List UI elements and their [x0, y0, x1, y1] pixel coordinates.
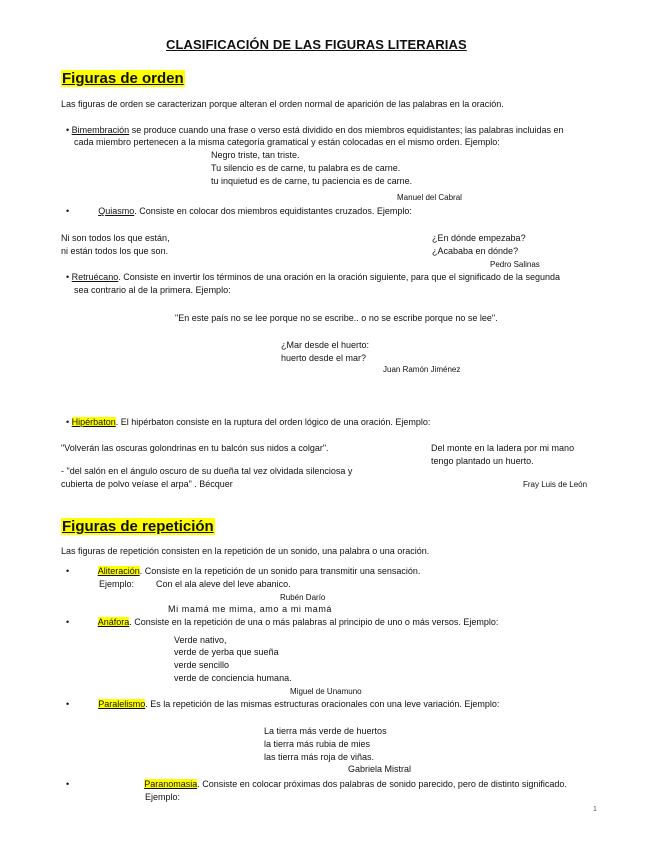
- section-intro-orden: Las figuras de orden se caracterizan porque alteran el orden normal de aparición de las palabras en la oración.: [61, 99, 504, 109]
- example-line: "En este país no se lee porque no se escribe.. o no se escribe porque no se lee".: [175, 313, 498, 323]
- example-line: Con el ala aleve del leve abanico.: [156, 579, 291, 589]
- term-quiasmo: Quiasmo: [98, 206, 135, 216]
- example-line: la tierra más rubia de mies: [264, 739, 371, 749]
- example-label: Ejemplo:: [145, 792, 181, 802]
- page-title: CLASIFICACIÓN DE LAS FIGURAS LITERARIAS: [166, 37, 467, 52]
- list-item-hiperbaton: [66, 417, 430, 428]
- example-author: Rubén Darío: [280, 593, 326, 602]
- list-item-paralelismo: [66, 699, 499, 710]
- example-author: Manuel del Cabral: [397, 193, 462, 202]
- bullet: •: [66, 272, 70, 282]
- example-author: Miguel de Unamuno: [290, 687, 362, 696]
- example-author: Gabriela Mistral: [348, 764, 412, 774]
- example-line: ¿Mar desde el huerto:: [281, 340, 370, 350]
- definition-line: . Consiste en colocar próximas dos palabras de sonido parecido, pero de distinto significado.: [197, 779, 567, 789]
- section-heading-repeticion: Figuras de repetición: [62, 518, 214, 535]
- definition-line: cada miembro pertenecen a la misma categoría gramatical y están colocadas en el mismo orden. Ejemplo:: [74, 137, 500, 147]
- definition-line: . El hipérbaton consiste en la ruptura del orden lógico de una oración. Ejemplo:: [115, 417, 431, 427]
- list-item-paranomasia: [66, 779, 567, 790]
- example-line: huerto desde el mar?: [281, 353, 367, 363]
- list-item-quiasmo: [66, 206, 412, 217]
- example-label: Ejemplo:: [99, 579, 135, 589]
- example-line: "Volverán las oscuras golondrinas en tu balcón sus nidos a colgar".: [61, 443, 329, 453]
- term-anafora: Anáfora: [97, 617, 130, 627]
- definition-line: se produce cuando una frase o verso está dividido en dos miembros equidistantes; las palabras incluidas en: [129, 125, 564, 135]
- bullet: •: [66, 206, 70, 216]
- definition-line: . Consiste en la repetición de un sonido para transmitir una sensación.: [139, 566, 421, 576]
- bullet: •: [66, 125, 70, 135]
- example-line: verde sencillo: [174, 660, 230, 670]
- example-line: las tierra más roja de viñas.: [264, 752, 375, 762]
- definition-line: sea contrario al de la primera. Ejemplo:: [74, 285, 231, 295]
- example-author: Juan Ramón Jiménez: [383, 365, 461, 374]
- example-line: ¿En dónde empezaba?: [432, 233, 526, 243]
- example-line: Del monte en la ladera por mi mano: [431, 443, 575, 453]
- example-line: verde de conciencia humana.: [174, 673, 292, 683]
- example-line: - "del salón en el ángulo oscuro de su dueña tal vez olvidada silenciosa y: [61, 466, 353, 476]
- bullet: •: [66, 699, 70, 709]
- list-item-retruecano: [66, 272, 560, 283]
- term-bimembracion: Bimembración: [71, 125, 130, 135]
- example-author: Fray Luis de León: [523, 480, 588, 489]
- example-line: La tierra más verde de huertos: [264, 726, 387, 736]
- term-paralelismo: Paralelismo: [98, 699, 146, 709]
- example-line: cubierta de polvo veíase el arpa" . Bécquer: [61, 479, 233, 489]
- definition-line: . Consiste en la repetición de una o más palabras al principio de uno o más versos. Ejemplo:: [129, 617, 499, 627]
- bullet: •: [66, 617, 70, 627]
- example-line: verde de yerba que sueña: [174, 647, 279, 657]
- example-author: Pedro Salinas: [490, 260, 540, 269]
- example-line: Mi mamá me mima, amo a mi mamá: [168, 604, 333, 614]
- term-retruecano: Retruécano: [71, 272, 119, 282]
- definition-line: . Es la repetición de las mismas estructuras oracionales con una leve variación. Ejemplo:: [145, 699, 500, 709]
- example-line: Verde nativo,: [174, 635, 227, 645]
- term-aliteracion: Aliteración: [97, 566, 140, 576]
- example-line: tengo plantado un huerto.: [431, 456, 534, 466]
- page-number: 1: [593, 806, 597, 813]
- bullet: •: [66, 417, 70, 427]
- term-paranomasia: Paranomasia: [144, 779, 198, 789]
- example-line: Negro triste, tan triste.: [211, 150, 300, 160]
- example-line: ni están todos los que son.: [61, 246, 169, 256]
- section-heading-orden: Figuras de orden: [62, 70, 184, 87]
- section-intro-repeticion: Las figuras de repetición consisten en la repetición de un sonido, una palabra o una oración.: [61, 546, 430, 556]
- bullet: •: [66, 566, 70, 576]
- example-line: tu inquietud es de carne, tu paciencia es de carne.: [211, 176, 413, 186]
- example-line: Ni son todos los que están,: [61, 233, 170, 243]
- list-item-aliteracion: [66, 566, 420, 577]
- term-hiperbaton: Hipérbaton: [71, 417, 116, 427]
- list-item-bimembracion: [66, 125, 563, 136]
- definition-line: . Consiste en invertir los términos de una oración en la oración siguiente, para que el significado de la segunda: [118, 272, 560, 282]
- bullet: •: [66, 779, 70, 789]
- list-item-anafora: [66, 617, 498, 628]
- definition-line: . Consiste en colocar dos miembros equidistantes cruzados. Ejemplo:: [134, 206, 412, 216]
- example-line: Tu silencio es de carne, tu palabra es de carne.: [211, 163, 401, 173]
- example-line: ¿Acababa en dónde?: [432, 246, 519, 256]
